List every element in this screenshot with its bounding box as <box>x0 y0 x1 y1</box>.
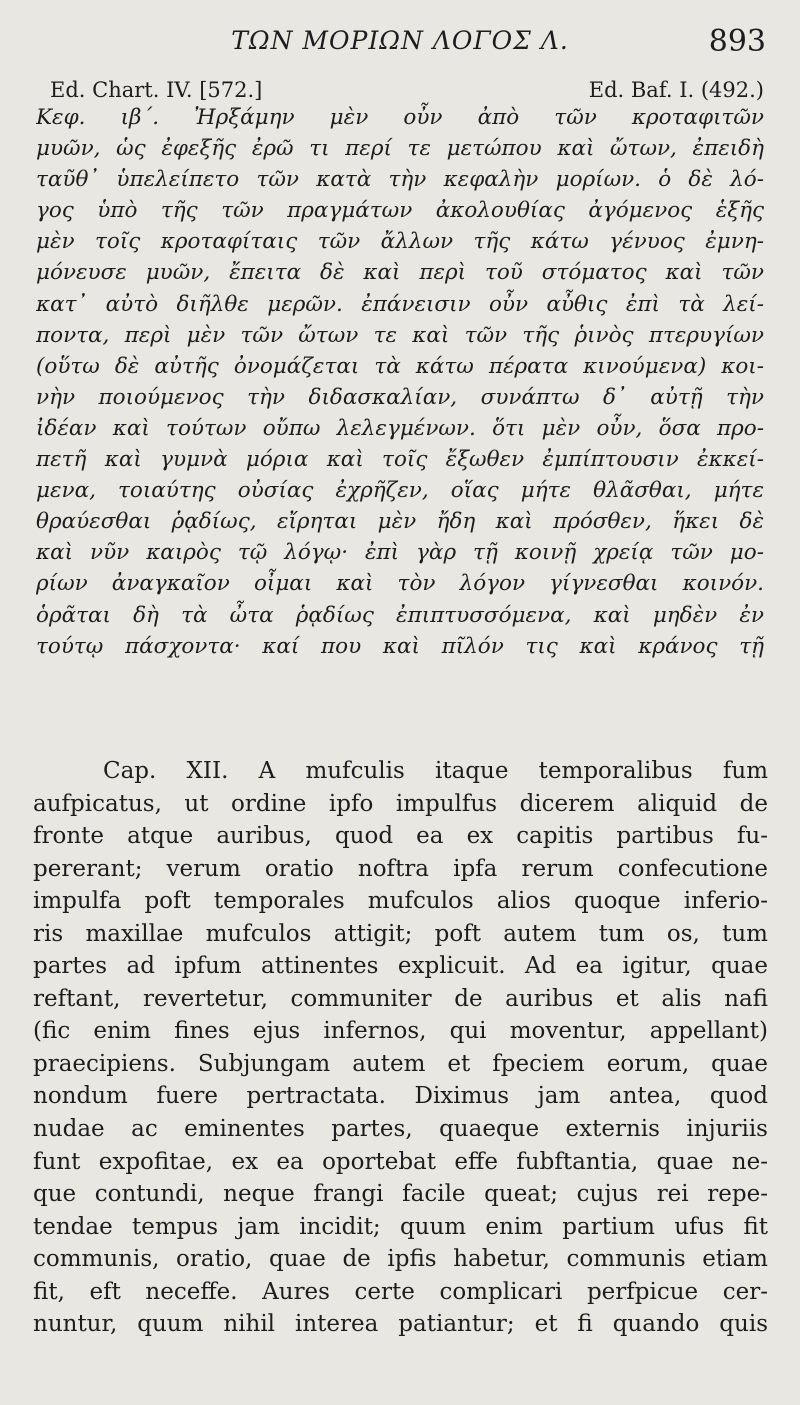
greek-line: ὁρᾶται δὴ τὰ ὦτα ῥᾳδίως ἐπιπτυσσόμενα, καὶ μηδὲν ἐν <box>36 602 764 628</box>
latin-line: praecipiens. Subjungam autem et fpeciem eorum, quae <box>33 1050 768 1077</box>
latin-line: Cap. XII. A mufculis itaque temporalibus fum <box>103 758 768 784</box>
latin-line: ris maxillae mufculos attigit; poft autem tum os, tum <box>33 920 768 947</box>
latin-line: (fic enim fines ejus infernos, qui moventur, appellant) <box>33 1018 768 1045</box>
page-number: 893 <box>708 24 766 59</box>
latin-line: pererant; verum oratio noftra ipfa rerum confecutione <box>33 855 768 882</box>
greek-line: μόνευσε μυῶν, ἔπειτα δὲ καὶ περὶ τοῦ στόματος καὶ τῶν <box>36 260 764 286</box>
edition-reference-left: Ed. Chart. IV. [572.] <box>50 78 263 102</box>
latin-line: fronte atque auribus, quod ea ex capitis partibus fu- <box>33 823 768 850</box>
greek-line: ταῦθ᾽ ὑπελείπετο τῶν κατὰ τὴν κεφαλὴν μορίων. ὁ δὲ λό- <box>36 167 764 193</box>
greek-line: κατ᾽ αὐτὸ διῆλθε μερῶν. ἐπάνεισιν οὖν αὖθις ἐπὶ τὰ λεί- <box>36 291 764 317</box>
latin-line: que contundi, neque frangi facile queat; cujus rei repe- <box>33 1181 768 1208</box>
greek-line: πετῆ καὶ γυμνὰ μόρια καὶ τοῖς ἔξωθεν ἐμπίπτουσιν ἐκκεί- <box>36 447 764 473</box>
greek-line: μενα, τοιαύτης οὐσίας ἐχρῆζεν, οἵας μήτε θλᾶσθαι, μήτε <box>36 478 764 504</box>
edition-reference-right: Ed. Baf. I. (492.) <box>588 78 764 102</box>
greek-line: καὶ νῦν καιρὸς τῷ λόγῳ· ἐπὶ γὰρ τῇ κοινῇ χρείᾳ τῶν μο- <box>36 540 764 566</box>
latin-line: fit, eft neceffe. Aures certe complicari perfpicue cer- <box>33 1278 768 1305</box>
latin-line: funt expofitae, ex ea oportebat effe fubftantia, quae ne- <box>33 1148 768 1175</box>
greek-line: μυῶν, ὡς ἐφεξῆς ἐρῶ τι περί τε μετώπου καὶ ὤτων, ἐπειδὴ <box>36 136 764 162</box>
latin-line: impulfa poft temporales mufculos alios quoque inferio- <box>33 888 768 915</box>
latin-line: communis, oratio, quae de ipfis habetur, communis etiam <box>33 1246 768 1273</box>
latin-text-block <box>33 755 768 1341</box>
greek-line: θραύεσθαι ῥᾳδίως, εἴρηται μὲν ἤδη καὶ πρόσθεν, ἥκει δὲ <box>36 509 764 535</box>
greek-line: ρίων ἀναγκαῖον οἶμαι καὶ τὸν λόγον γίγνεσθαι κοινόν. <box>36 571 764 597</box>
greek-line: ποντα, περὶ μὲν τῶν ὤτων τε καὶ τῶν τῆς ῥινὸς πτερυγίων <box>36 322 764 348</box>
latin-line: tendae tempus jam incidit; quum enim partium ufus fit <box>33 1213 768 1240</box>
greek-line: γος ὑπὸ τῆς τῶν πραγμάτων ἀκολουθίας ἀγόμενος ἑξῆς <box>36 198 764 224</box>
greek-line: ἰδέαν καὶ τούτων οὔπω λελεγμένων. ὅτι μὲν οὖν, ὅσα προ- <box>36 415 764 441</box>
greek-line: (οὕτω δὲ αὐτῆς ὀνομάζεται τὰ κάτω πέρατα κινούμενα) κοι- <box>36 353 764 379</box>
greek-line: Κεφ. ιβ΄. Ἠρξάμην μὲν οὖν ἀπὸ τῶν κροταφιτῶν <box>36 105 764 130</box>
greek-line: νὴν ποιούμενος τὴν διδασκαλίαν, συνάπτω δ᾽ αὐτῇ τὴν <box>36 384 764 410</box>
latin-line: nudae ac eminentes partes, quaeque externis injuriis <box>33 1116 768 1143</box>
greek-line: μὲν τοῖς κροταφίταις τῶν ἄλλων τῆς κάτω γένυος ἐμνη- <box>36 229 764 255</box>
greek-line: τούτῳ πάσχοντα· καί που καὶ πῖλόν τις καὶ κράνος τῇ <box>36 633 764 659</box>
greek-text-block <box>36 102 764 662</box>
running-head: ΤΩΝ ΜΟΡΙΩΝ ΛΟΓΟΣ Λ. <box>231 26 569 55</box>
latin-line: nondum fuere pertractata. Diximus jam antea, quod <box>33 1083 768 1110</box>
latin-line: reftant, revertetur, communiter de auribus et alis nafi <box>33 985 768 1012</box>
latin-line: nuntur, quum nihil interea patiantur; et fi quando quis <box>33 1311 768 1338</box>
latin-line: aufpicatus, ut ordine ipfo impulfus dicerem aliquid de <box>33 790 768 817</box>
latin-line: partes ad ipfum attinentes explicuit. Ad ea igitur, quae <box>33 953 768 980</box>
